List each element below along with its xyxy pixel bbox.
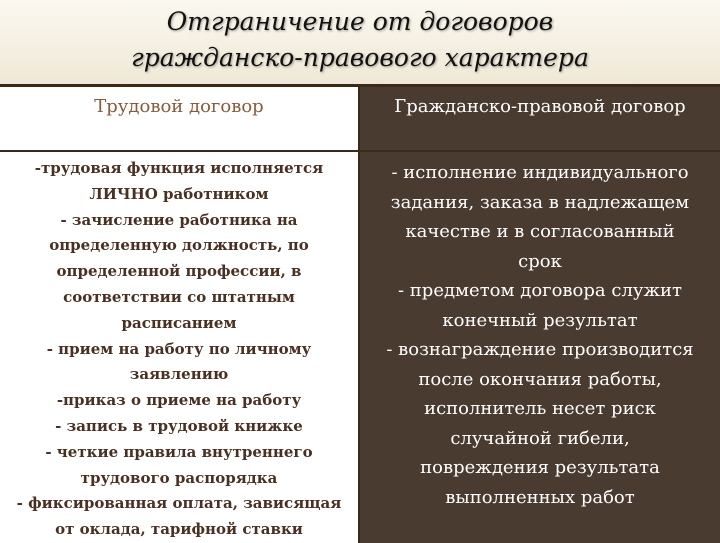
civil-line: случайной гибели,	[450, 427, 630, 449]
labor-line: определенную должность, по	[49, 236, 309, 255]
civil-line: качестве и в согласованный	[405, 221, 675, 242]
labor-contract-features	[0, 152, 360, 543]
labor-line: - зачисление работника на	[60, 210, 298, 229]
labor-line: - фиксированная оплата, зависящая	[16, 494, 342, 513]
civil-line: - исполнение индивидуального	[391, 162, 689, 183]
labor-line: ЛИЧНО работником	[89, 184, 269, 203]
labor-line: заявлению	[129, 365, 229, 384]
page-title	[0, 0, 720, 84]
civil-line: - предметом договора служит	[398, 280, 682, 301]
civil-line: повреждения результата	[420, 457, 660, 478]
civil-line: выполненных работ	[445, 486, 635, 508]
civil-line: - вознаграждение производится	[386, 339, 694, 360]
civil-line: срок	[518, 250, 562, 272]
title-line-2: гражданско-правового характера	[131, 43, 589, 72]
header-labor-contract: Трудовой договор	[0, 87, 360, 152]
comparison-table	[0, 84, 720, 543]
labor-line: от оклада, тарифной ставки	[55, 520, 303, 539]
labor-line: трудового распорядка	[80, 468, 278, 487]
labor-line: -трудовая функция исполняется	[34, 159, 324, 177]
labor-line: соответствии со штатным	[63, 287, 295, 306]
labor-line: - прием на работу по личному	[46, 339, 312, 358]
civil-line: задания, заказа в надлежащем	[390, 191, 690, 213]
title-line-1: Отграничение от договоров	[166, 7, 554, 36]
labor-line: расписанием	[121, 313, 237, 332]
civil-line: конечный результат	[442, 309, 638, 331]
labor-line: -приказ о приеме на работу	[56, 391, 302, 410]
labor-line: определенной профессии, в	[56, 262, 302, 281]
labor-line: - запись в трудовой книжке	[55, 416, 303, 435]
civil-line: исполнитель несет риск	[424, 398, 656, 419]
header-civil-contract: Гражданско-правовой договор	[360, 87, 720, 152]
civil-line: после окончания работы,	[418, 368, 662, 390]
civil-contract-features	[360, 152, 720, 543]
labor-line: - четкие правила внутреннего	[45, 442, 313, 461]
